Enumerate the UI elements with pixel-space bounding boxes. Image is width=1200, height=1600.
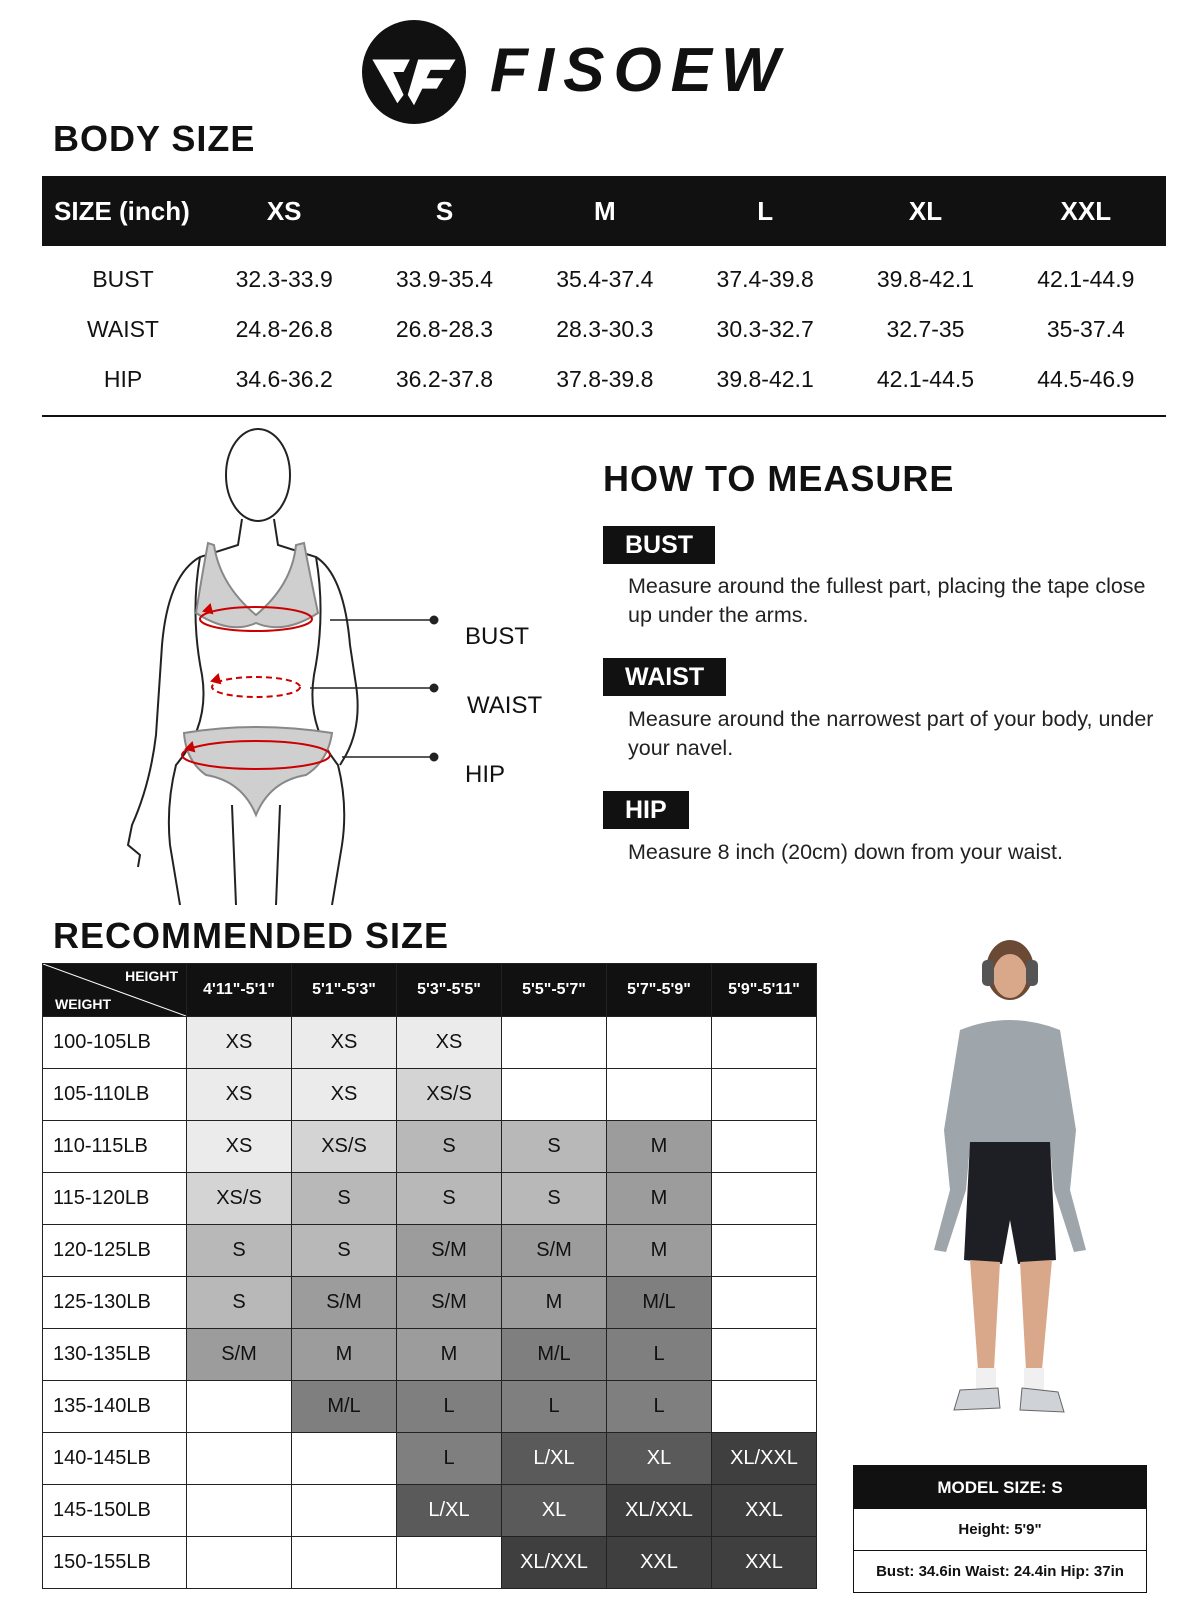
size-cell: XL/XXL [502, 1537, 607, 1589]
recommended-size-table [42, 963, 817, 1589]
height-header: 5'7"-5'9" [607, 964, 712, 1017]
table-cell: 39.8-42.1 [716, 365, 814, 392]
table-row [43, 1277, 817, 1329]
size-header-xxl: XXL [1006, 176, 1166, 246]
size-cell [292, 1433, 397, 1485]
size-column-header: SIZE (inch) [42, 176, 204, 246]
size-cell: XS/S [292, 1121, 397, 1173]
measure-desc-bust: Measure around the fullest part, placing the tape close up under the arms. [628, 574, 1146, 627]
weight-label: 110-115LB [43, 1121, 187, 1173]
body-size-table [42, 176, 1166, 404]
size-cell: XL/XXL [712, 1433, 817, 1485]
figure-label-hip: HIP [465, 761, 506, 788]
table-row [43, 1381, 817, 1433]
table-cell: 26.8-28.3 [395, 315, 494, 342]
size-cell [712, 1329, 817, 1381]
table-cell: 32.7-35 [886, 315, 965, 342]
size-cell: S/M [502, 1225, 607, 1277]
weight-label: 150-155LB [43, 1537, 187, 1589]
height-header: 5'1"-5'3" [292, 964, 397, 1017]
corner-weight-label: WEIGHT [55, 996, 111, 1012]
how-to-measure-title: HOW TO MEASURE [603, 458, 955, 499]
size-cell [712, 1225, 817, 1277]
corner-cell [43, 964, 187, 1017]
size-cell: M [292, 1329, 397, 1381]
row-label: BUST [92, 265, 154, 292]
divider [42, 415, 1166, 417]
model-height: Height: 5'9" [854, 1508, 1146, 1550]
table-row [43, 1537, 817, 1589]
weight-label: 115-120LB [43, 1173, 187, 1225]
size-cell [502, 1069, 607, 1121]
table-cell: 44.5-46.9 [1037, 365, 1135, 392]
size-cell: S [397, 1121, 502, 1173]
size-cell [292, 1537, 397, 1589]
size-cell [607, 1017, 712, 1069]
size-cell: XXL [712, 1537, 817, 1589]
row-label: WAIST [87, 315, 159, 342]
row-label: HIP [103, 365, 143, 392]
table-cell: 37.8-39.8 [556, 365, 654, 392]
size-cell [712, 1381, 817, 1433]
size-cell: S/M [397, 1277, 502, 1329]
size-cell [712, 1069, 817, 1121]
table-cell: 28.3-30.3 [556, 315, 654, 342]
measure-desc-waist: Measure around the narrowest part of your body, under your navel. [628, 707, 1154, 760]
body-size-title: BODY SIZE [53, 118, 256, 159]
table-cell: 35.4-37.4 [556, 265, 654, 292]
size-header-m: M [525, 176, 685, 246]
measure-badge-hip: HIP [603, 791, 689, 829]
size-cell: XXL [607, 1537, 712, 1589]
size-cell: S [187, 1277, 292, 1329]
size-cell: XS/S [397, 1069, 502, 1121]
size-cell: L/XL [502, 1433, 607, 1485]
table-row [42, 354, 1166, 404]
size-cell [502, 1017, 607, 1069]
table-cell: 33.9-35.4 [395, 265, 494, 292]
weight-label: 120-125LB [43, 1225, 187, 1277]
measure-desc-hip: Measure 8 inch (20cm) down from your waist. [628, 840, 1063, 864]
recommended-size-title: RECOMMENDED SIZE [53, 915, 450, 956]
size-cell: XS [292, 1069, 397, 1121]
size-cell: S/M [187, 1329, 292, 1381]
model-measurements: Bust: 34.6in Waist: 24.4in Hip: 37in [854, 1550, 1146, 1592]
size-cell: S [502, 1173, 607, 1225]
size-header-l: L [685, 176, 845, 246]
size-cell: XL/XXL [607, 1485, 712, 1537]
weight-label: 140-145LB [43, 1433, 187, 1485]
size-cell: XS [187, 1017, 292, 1069]
size-cell: L [397, 1381, 502, 1433]
size-cell: S [292, 1173, 397, 1225]
size-cell: S/M [397, 1225, 502, 1277]
figure-label-waist: WAIST [467, 692, 543, 719]
size-cell [712, 1277, 817, 1329]
table-row [43, 1173, 817, 1225]
size-cell: M [397, 1329, 502, 1381]
weight-label: 105-110LB [43, 1069, 187, 1121]
size-cell [292, 1485, 397, 1537]
measure-badge-waist: WAIST [603, 658, 726, 696]
size-cell [712, 1121, 817, 1173]
size-cell: M/L [502, 1329, 607, 1381]
size-cell: XXL [712, 1485, 817, 1537]
table-cell: 35-37.4 [1046, 315, 1125, 342]
table-cell: 30.3-32.7 [716, 315, 814, 342]
weight-label: 135-140LB [43, 1381, 187, 1433]
size-cell [187, 1433, 292, 1485]
weight-label: 130-135LB [43, 1329, 187, 1381]
height-header: 5'3"-5'5" [397, 964, 502, 1017]
height-header: 5'9"-5'11" [712, 964, 817, 1017]
height-header: 4'11"-5'1" [187, 964, 292, 1017]
size-cell: XS [187, 1121, 292, 1173]
model-photo [890, 930, 1130, 1460]
table-cell: 42.1-44.9 [1037, 265, 1135, 292]
table-row [43, 1069, 817, 1121]
corner-height-label: HEIGHT [125, 968, 178, 984]
size-cell: M [607, 1173, 712, 1225]
table-row [42, 254, 1166, 304]
weight-label: 145-150LB [43, 1485, 187, 1537]
table-row [43, 1121, 817, 1173]
size-cell: XL [607, 1433, 712, 1485]
size-cell [187, 1381, 292, 1433]
size-cell [187, 1537, 292, 1589]
table-row [43, 1433, 817, 1485]
size-header-xl: XL [845, 176, 1005, 246]
table-cell: 42.1-44.5 [876, 365, 975, 392]
height-header: 5'5"-5'7" [502, 964, 607, 1017]
size-cell [607, 1069, 712, 1121]
weight-label: 100-105LB [43, 1017, 187, 1069]
weight-label: 125-130LB [43, 1277, 187, 1329]
table-row [43, 1485, 817, 1537]
size-cell: S [397, 1173, 502, 1225]
table-cell: 34.6-36.2 [235, 365, 333, 392]
size-cell: M [607, 1225, 712, 1277]
table-cell: 24.8-26.8 [235, 315, 333, 342]
size-header-xs: XS [204, 176, 364, 246]
model-size-title: MODEL SIZE: S [854, 1466, 1146, 1508]
brand-logo-icon [362, 20, 466, 124]
size-cell [712, 1173, 817, 1225]
size-cell: L/XL [397, 1485, 502, 1537]
size-cell: XS/S [187, 1173, 292, 1225]
body-measurement-figure-icon [110, 425, 580, 915]
size-cell [712, 1017, 817, 1069]
table-cell: 32.3-33.9 [235, 265, 333, 292]
table-cell: 36.2-37.8 [395, 365, 494, 392]
size-cell: M/L [292, 1381, 397, 1433]
table-cell: 39.8-42.1 [876, 265, 975, 292]
table-cell: 37.4-39.8 [716, 265, 814, 292]
size-cell: L [607, 1329, 712, 1381]
table-row [42, 304, 1166, 354]
size-header-s: S [364, 176, 524, 246]
size-cell: S/M [292, 1277, 397, 1329]
size-cell [397, 1537, 502, 1589]
measure-badge-bust: BUST [603, 526, 715, 564]
size-cell: M [607, 1121, 712, 1173]
table-row [43, 1225, 817, 1277]
size-cell: S [292, 1225, 397, 1277]
size-cell: XS [397, 1017, 502, 1069]
table-row [43, 1017, 817, 1069]
size-cell: M [502, 1277, 607, 1329]
size-cell: S [187, 1225, 292, 1277]
size-cell [187, 1485, 292, 1537]
figure-label-bust: BUST [465, 623, 530, 650]
size-cell: XS [292, 1017, 397, 1069]
size-cell: XS [187, 1069, 292, 1121]
size-cell: L [607, 1381, 712, 1433]
size-cell: M/L [607, 1277, 712, 1329]
size-cell: S [502, 1121, 607, 1173]
table-row [43, 1329, 817, 1381]
size-cell: XL [502, 1485, 607, 1537]
brand-name: FISOEW [490, 36, 789, 105]
size-cell: L [397, 1433, 502, 1485]
model-size-box [853, 1465, 1147, 1593]
size-cell: L [502, 1381, 607, 1433]
